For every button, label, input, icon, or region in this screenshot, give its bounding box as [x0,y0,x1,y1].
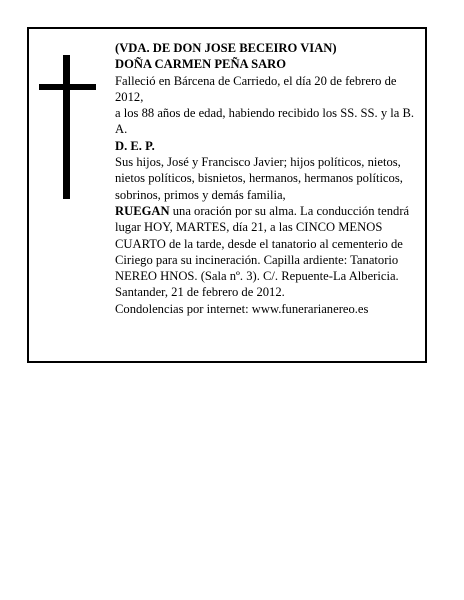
rip-line: D. E. P. [115,138,155,153]
notice-text [115,40,421,317]
death-line: Falleció en Bárcena de Carriedo, el día 20 de febrero de 2012, [115,73,397,104]
family-paragraph: Sus hijos, José y Francisco Javier; hijos políticos, nietos, nietos políticos, bisnietos, hermanos, hermanos políticos, sobrinos, primos y demás familia, [115,155,403,202]
cross-icon [63,55,70,199]
cross-icon-bar [39,84,96,90]
ruegan-label: RUEGAN [115,203,170,218]
funeral-details: una oración por su alma. La conducción tendrá lugar HOY, MARTES, día 21, a las CINCO MENOS CUARTO de la tarde, desde el tanatorio al cementerio de Ciriego para su incineración. Capilla ardiente: Tanatorio NEREO HNOS. (Sala nº. 3). C/. Repuente-La Albericia. [115,203,410,284]
widow-of-line: (VDA. DE DON JOSE BECEIRO VIAN) [115,41,337,55]
age-line: a los 88 años de edad, habiendo recibido los SS. SS. y la B. A. [115,106,415,137]
deceased-name: DOÑA CARMEN PEÑA SARO [115,57,287,72]
condolences-line: Condolencias por internet: www.funerarianereo.es [115,301,369,316]
funeral-paragraph [115,203,421,284]
death-notice [27,27,427,363]
date-place-line: Santander, 21 de febrero de 2012. [115,285,285,300]
